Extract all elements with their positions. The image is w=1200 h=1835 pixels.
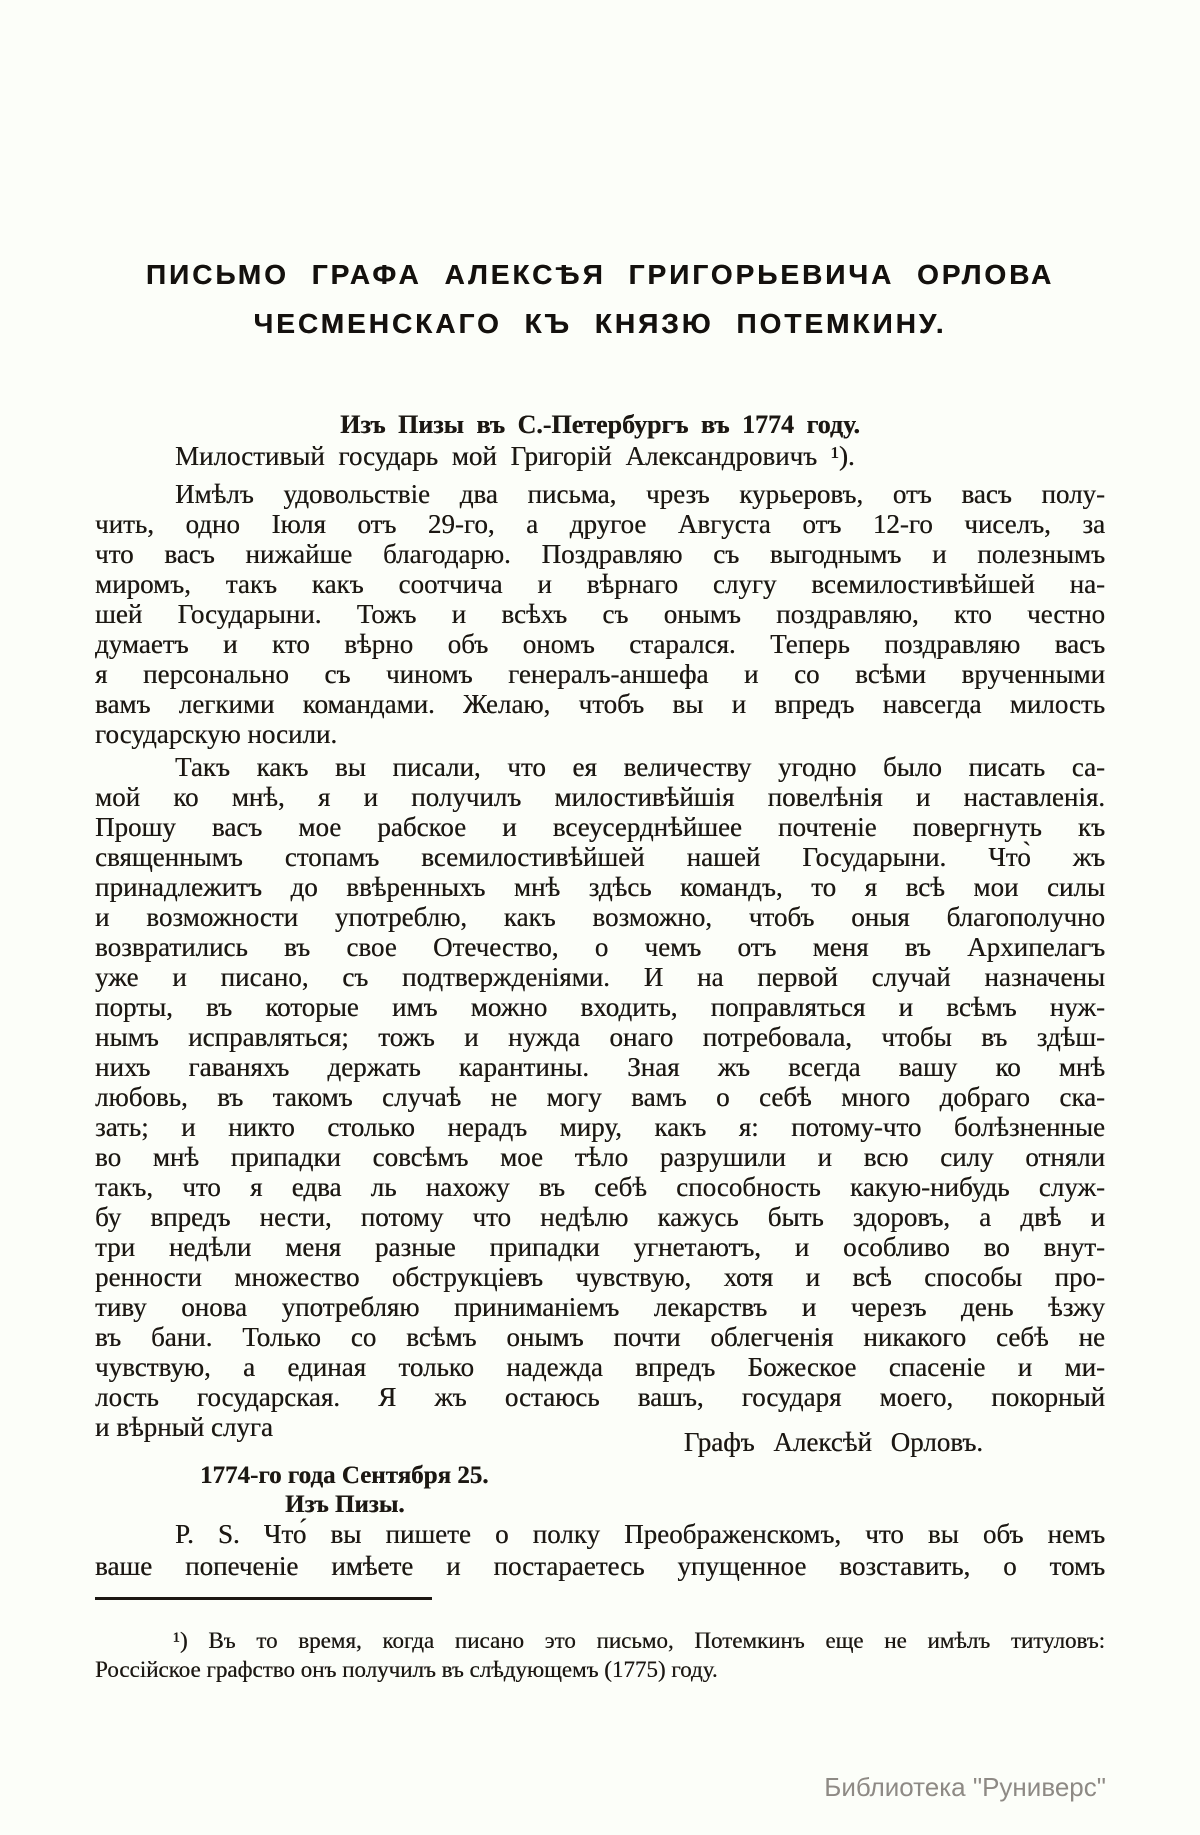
text-line: возвратились въ свое Отечество, о чемъ отъ меня въ Архипелагъ <box>95 932 1105 962</box>
text-line: что васъ нижайше благодарю. Поздравляю съ выгоднымъ и полезнымъ <box>95 539 1105 569</box>
text-line: въ бани. Только со всѣмъ онымъ почти облегченія никакого себѣ не <box>95 1322 1105 1352</box>
date-line: 1774-го года Сентября 25. <box>200 1462 489 1489</box>
text-line: ¹) Въ то время, когда писано это письмо, Потемкинъ еще не имѣлъ титуловъ: <box>173 1628 1105 1653</box>
text-line: порты, въ которые имъ можно входить, поправляться и всѣмъ нуж- <box>95 992 1105 1022</box>
text-line: нымъ исправляться; тожъ и нужда онаго потребовала, чтобы въ здѣш- <box>95 1022 1105 1052</box>
text-line: мой ко мнѣ, я и получилъ милостивѣйшія повелѣнія и наставленія. <box>95 782 1105 812</box>
text-line: вамъ легкими командами. Желаю, чтобъ вы и впредъ навсегда милость <box>95 689 1105 719</box>
text-line: шей Государыни. Тожъ и всѣхъ съ онымъ поздравляю, кто честно <box>95 599 1105 629</box>
text-line: Такъ какъ вы писали, что ея величеству угодно было писать са- <box>175 752 1105 782</box>
salutation-line: Милостивый государь мой Григорій Александровичъ ¹). <box>175 441 855 471</box>
text-line: чить, одно Іюля отъ 29-го, а другое Августа отъ 12-го чиселъ, за <box>95 509 1105 539</box>
paragraph-1 <box>95 479 1105 749</box>
postscript <box>95 1518 1105 1582</box>
date-place-block <box>95 1461 1105 1519</box>
text-line: Россійское графство онъ получилъ въ слѣдующемъ (1775) году. <box>95 1657 718 1682</box>
signature-line: Графъ Алексѣй Орловъ. <box>683 1427 983 1457</box>
text-line: государскую носили. <box>95 719 338 749</box>
library-watermark: Библиотека "Руниверс" <box>824 1772 1106 1802</box>
footnote-divider <box>95 1597 432 1600</box>
letter-dateline: Изъ Пизы въ С.-Петербургъ въ 1774 году. <box>340 410 860 439</box>
text-line: и вѣрный слуга <box>95 1412 273 1442</box>
text-line: тиву онова употребляю приниманіемъ лекарствъ и черезъ день ѣзжу <box>95 1292 1105 1322</box>
text-line: и возможности употреблю, какъ возможно, чтобъ оныя благополучно <box>95 902 1105 932</box>
text-line: уже и писано, съ подтвержденіями. И на первой случай назначены <box>95 962 1105 992</box>
page-title <box>95 250 1105 348</box>
text-line: миромъ, такъ какъ соотчича и вѣрнаго слугу всемилостивѣйшей на- <box>95 569 1105 599</box>
text-line: бу впредъ нести, потому что недѣлю кажусь быть здоровъ, а двѣ и <box>95 1202 1105 1232</box>
text-line: три недѣли меня разные припадки угнетаютъ, и особливо во внут- <box>95 1232 1105 1262</box>
text-line: во мнѣ припадки совсѣмъ мое тѣло разрушили и всю силу отняли <box>95 1142 1105 1172</box>
text-line: такъ, что я едва ль нахожу въ себѣ способность какую-нибудь служ- <box>95 1172 1105 1202</box>
text-line: я персонально съ чиномъ генералъ-аншефа и со всѣми врученными <box>95 659 1105 689</box>
text-line: ренности множество обструкціевъ чувствую, хотя и всѣ способы про- <box>95 1262 1105 1292</box>
text-line: любовь, въ такомъ случаѣ не могу вамъ о себѣ много добраго ска- <box>95 1082 1105 1112</box>
text-line: думаетъ и кто вѣрно объ ономъ старался. Теперь поздравляю васъ <box>95 629 1105 659</box>
footnote <box>95 1626 1105 1684</box>
text-line: нихъ гаваняхъ держать карантины. Зная жъ всегда вашу ко мнѣ <box>95 1052 1105 1082</box>
text-line: чувствую, а единая только надежда впредъ Божеское спасеніе и ми- <box>95 1352 1105 1382</box>
text-line: священнымъ стопамъ всемилостивѣйшей нашей Государыни. Что̀ жъ <box>95 842 1105 872</box>
paragraph-2 <box>95 752 1105 1442</box>
text-line: P. S. Что́ вы пишете о полку Преображенскомъ, что вы объ немъ <box>175 1519 1105 1549</box>
text-line: Прошу васъ мое рабское и всеусерднѣйшее почтеніе повергнуть къ <box>95 812 1105 842</box>
place-line: Изъ Пизы. <box>285 1491 405 1518</box>
text-line: Имѣлъ удовольствіе два письма, чрезъ курьеровъ, отъ васъ полу- <box>175 479 1105 509</box>
text-line: ваше попеченіе имѣете и постараетесь упущенное возставить, о томъ <box>95 1551 1105 1581</box>
text-line: зать; и никто столько нерадъ миру, какъ я: потому-что болѣзненные <box>95 1112 1105 1142</box>
title-line-1: ПИСЬМО ГРАФА АЛЕКСѢЯ ГРИГОРЬЕВИЧА ОРЛОВА <box>145 259 1055 290</box>
title-line-2: ЧЕСМЕНСКАГО КЪ КНЯЗЮ ПОТЕМКИНУ. <box>253 308 947 339</box>
text-line: лость государская. Я жъ остаюсь вашъ, государя моего, покорный <box>95 1382 1105 1412</box>
text-line: принадлежитъ до ввѣренныхъ мнѣ здѣсь командъ, то я всѣ мои силы <box>95 872 1105 902</box>
